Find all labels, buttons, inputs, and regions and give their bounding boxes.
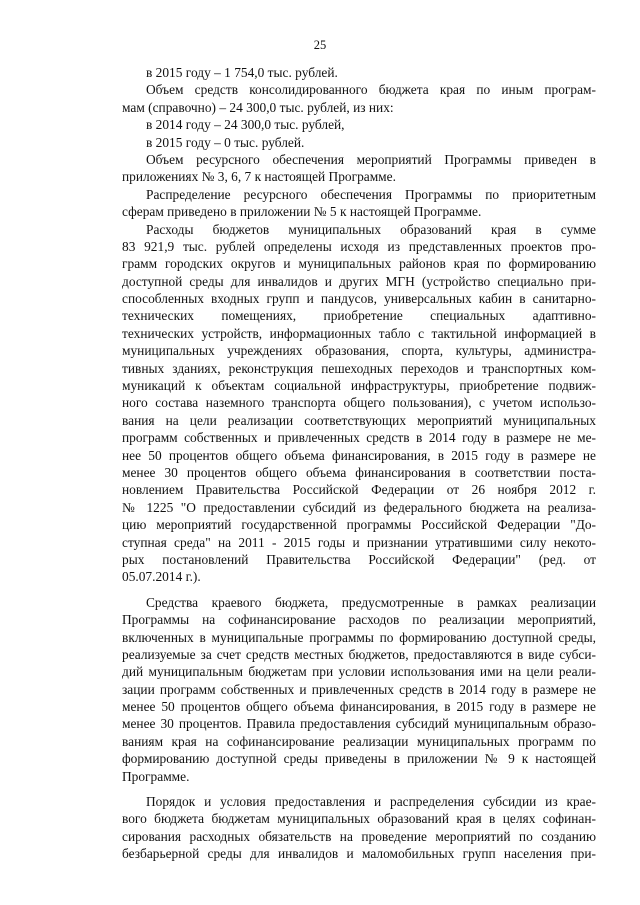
text-line: 05.07.2014 г.). <box>122 569 201 585</box>
text-line: Программе. <box>122 768 190 784</box>
text-line: дий муниципальным бюджетам при условии использования ими на цели реали- <box>122 664 596 680</box>
text-line: менее 50 процентов общего объема финансирования, в 2015 году в размере не <box>122 699 596 715</box>
text-line: Расходы бюджетов муниципальных образований края в сумме <box>146 221 596 237</box>
text-line: нее 50 процентов общего объема финансирования, в 2015 году в размере не <box>122 447 596 463</box>
text-line: грамм городских округов и муниципальных районов края по формированию <box>122 256 596 272</box>
text-line: ступная среда" на 2011 - 2015 годы и признании утратившими силу некото- <box>122 534 596 550</box>
text-line: мам (справочно) – 24 300,0 тыс. рублей, из них: <box>122 99 394 115</box>
text-line: муниципальных учреждениях образования, спорта, культуры, администра- <box>122 343 596 359</box>
page-number: 25 <box>313 38 327 52</box>
paragraph-gap <box>122 785 596 793</box>
text-line: реализуемые за счет средств местных бюджетов, предоставляются в виде субси- <box>122 646 596 662</box>
text-line: цию мероприятий государственной программы Российской Федерации "До- <box>122 517 596 533</box>
text-line: приложениях № 3, 6, 7 к настоящей Программе. <box>122 169 396 185</box>
text-line: программ собственных и привлеченных средств в 2014 году в размере не ме- <box>122 430 596 446</box>
text-line: ваниям края на софинансирование реализации муниципальных программ по <box>122 733 596 749</box>
text-line: Средства краевого бюджета, предусмотренные в рамках реализации <box>146 594 596 610</box>
text-line: вого бюджета бюджетам муниципальных образований края в целях софинан- <box>122 811 596 827</box>
text-line: Объем средств консолидированного бюджета края по иным програм- <box>146 82 596 98</box>
text-line: в 2015 году – 1 754,0 тыс. рублей. <box>146 65 338 80</box>
text-line: менее 30 процентов общего объема финансирования в соответствии поста- <box>122 464 596 480</box>
text-line: включенных в муниципальные программы по формированию доступной среды, <box>122 629 596 645</box>
text-line: Объем ресурсного обеспечения мероприятий Программы приведен в <box>146 151 596 167</box>
text-line: формированию доступной среды приведены в приложении № 9 к настоящей <box>122 751 596 767</box>
text-line: в 2014 году – 24 300,0 тыс. рублей, <box>146 117 345 133</box>
text-line: технических устройств, информационных табло с тактильной информацией в <box>122 325 596 341</box>
text-line: безбарьерной среды для инвалидов и маломобильных групп населения при- <box>122 846 596 862</box>
text-line: № 1225 "О предоставлении субсидий из федерального бюджета на реализа- <box>122 499 596 515</box>
text-line: ного состава наземного транспорта общего пользования), с учетом использо- <box>122 395 596 411</box>
paragraph-gap <box>122 586 596 594</box>
text-line: муникаций к объектам социальной инфраструктуры, приобретение подвиж- <box>122 378 596 394</box>
text-line: сферам приведено в приложении № 5 к настоящей Программе. <box>122 204 482 220</box>
text-line: менее 30 процентов. Правила предоставления субсидий муниципальным образо- <box>122 716 596 732</box>
text-line: 83 921,9 тыс. рублей определены исходя из представленных проектов про- <box>122 238 596 254</box>
text-line: вания на цели реализации соответствующих мероприятий муниципальных <box>122 412 596 428</box>
document-body <box>122 64 596 863</box>
text-line: способленных входных групп и пандусов, универсальных кабин в санитарно- <box>122 291 596 307</box>
text-line: зации программ собственных и привлеченных средств в 2014 году в размере не <box>122 681 596 697</box>
text-line: новлением Правительства Российской Федерации от 26 ноября 2012 г. <box>122 482 596 498</box>
text-line: доступной среды для инвалидов и других МГН (устройство специально при- <box>122 273 596 289</box>
text-line: рых постановлений Правительства Российской Федерации" (ред. от <box>122 551 596 567</box>
text-line: технических помещениях, приобретение специальных адаптивно- <box>122 308 596 324</box>
text-line: тивных зданиях, реконструкция пешеходных переходов и транспортных ком- <box>122 360 596 376</box>
text-line: сирования расходных обязательств на проведение мероприятий по созданию <box>122 828 596 844</box>
text-line: Распределение ресурсного обеспечения Программы по приоритетным <box>146 186 596 202</box>
text-line: в 2015 году – 0 тыс. рублей. <box>146 134 305 150</box>
text-line: Программы на софинансирование расходов по реализации мероприятий, <box>122 612 596 628</box>
text-line: Порядок и условия предоставления и распределения субсидии из крае- <box>146 794 596 810</box>
